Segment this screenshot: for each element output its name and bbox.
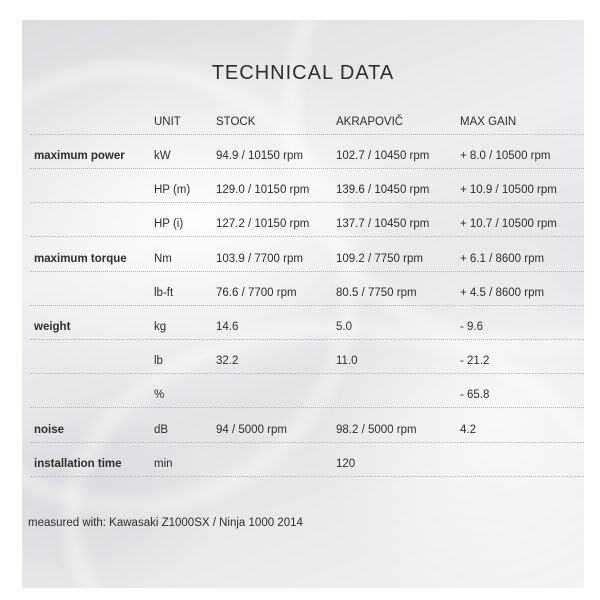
unit-cell: dB: [154, 423, 169, 436]
akrapovic-cell: 137.7 / 10450 rpm: [336, 218, 430, 231]
stock-cell: 127.2 / 10150 rpm: [216, 218, 310, 231]
akrapovic-cell: 109.2 / 7750 rpm: [336, 252, 423, 265]
row-divider: [30, 305, 584, 306]
row-divider: [30, 442, 584, 443]
row-label: maximum power: [34, 150, 125, 162]
max-gain-cell: + 10.7 / 10500 rpm: [460, 218, 557, 231]
akrapovic-cell: 98.2 / 5000 rpm: [336, 423, 417, 436]
akrapovic-cell: 102.7 / 10450 rpm: [336, 150, 430, 162]
akrapovic-cell: 5.0: [336, 321, 352, 333]
unit-cell: kg: [154, 321, 167, 333]
akrapovic-cell: 139.6 / 10450 rpm: [336, 184, 430, 197]
stock-cell: 94.9 / 10150 rpm: [216, 150, 303, 162]
row-divider: [30, 202, 584, 203]
max-gain-cell: + 10.9 / 10500 rpm: [460, 184, 557, 197]
row-divider: [30, 373, 584, 374]
row-divider: [30, 476, 584, 477]
max-gain-cell: + 4.5 / 8600 rpm: [460, 286, 545, 299]
column-header-unit: UNIT: [154, 116, 181, 128]
row-divider: [30, 134, 584, 135]
footnote: measured with: Kawasaki Z1000SX / Ninja 1000 2014: [28, 517, 303, 529]
unit-cell: kW: [154, 150, 171, 162]
stock-cell: 103.9 / 7700 rpm: [216, 252, 303, 265]
max-gain-cell: + 6.1 / 8600 rpm: [460, 252, 545, 265]
row-divider: [30, 339, 584, 340]
row-label: maximum torque: [34, 252, 127, 265]
row-label: weight: [34, 321, 71, 333]
max-gain-cell: 4.2: [460, 423, 476, 436]
stock-cell: 76.6 / 7700 rpm: [216, 286, 297, 299]
akrapovic-cell: 120: [336, 457, 356, 470]
max-gain-cell: - 65.8: [460, 389, 490, 402]
row-divider: [30, 236, 584, 237]
unit-cell: lb-ft: [154, 286, 174, 299]
akrapovic-cell: 80.5 / 7750 rpm: [336, 286, 417, 299]
unit-cell: min: [154, 457, 173, 470]
unit-cell: HP (i): [154, 218, 184, 231]
column-header-akrapovic: AKRAPOVIČ: [336, 116, 404, 128]
row-divider: [30, 271, 584, 272]
column-header-stock: STOCK: [216, 116, 256, 128]
max-gain-cell: + 8.0 / 10500 rpm: [460, 150, 551, 162]
technical-data-panel: [22, 20, 584, 588]
max-gain-cell: - 21.2: [460, 355, 490, 368]
row-label: noise: [34, 423, 65, 436]
unit-cell: HP (m): [154, 184, 191, 197]
stock-cell: 32.2: [216, 355, 239, 368]
row-divider: [30, 407, 584, 408]
unit-cell: %: [154, 389, 165, 402]
unit-cell: Nm: [154, 252, 172, 265]
akrapovic-cell: 11.0: [336, 355, 358, 368]
column-header-max-gain: MAX GAIN: [460, 116, 517, 128]
page-title: TECHNICAL DATA: [211, 62, 395, 84]
stock-cell: 129.0 / 10150 rpm: [216, 184, 310, 197]
unit-cell: lb: [154, 355, 163, 368]
row-label: installation time: [34, 457, 122, 470]
stock-cell: 94 / 5000 rpm: [216, 423, 287, 436]
max-gain-cell: - 9.6: [460, 321, 484, 333]
row-divider: [30, 168, 584, 169]
stock-cell: 14.6: [216, 321, 239, 333]
